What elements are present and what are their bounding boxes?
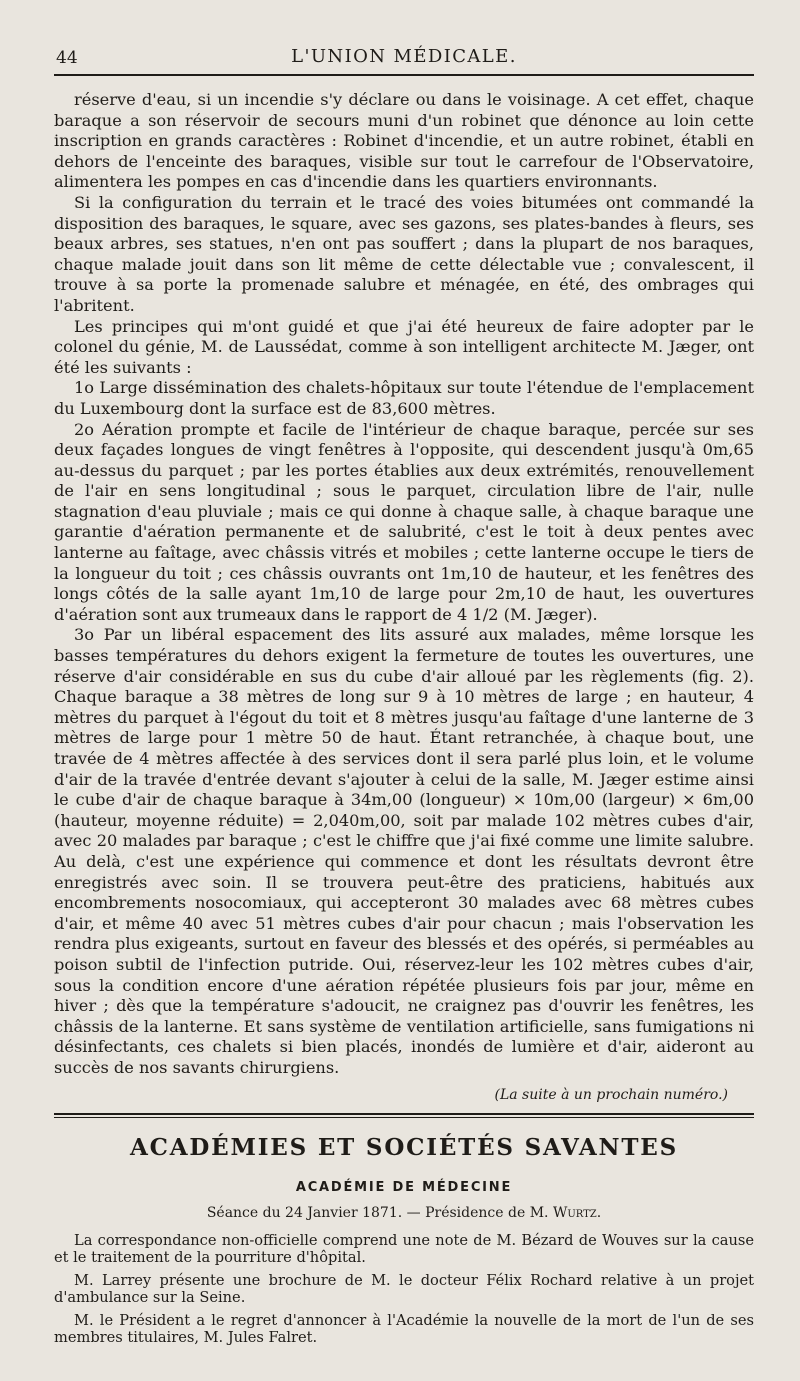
article-paragraph: réserve d'eau, si un incendie s'y déclare ou dans le voisinage. A cet effet, chaque baraque a son réservoir de secours muni d'un robinet que dénonce au loin cette inscription en grands caractères : Robinet d'incendie, et un autre robinet, établi en dehors de l'enceinte des baraques, visible sur tout le carrefour de l'Observatoire, alimentera les pompes en cas d'incendie dans les quartiers environnants. <box>54 90 754 192</box>
continued-note: (La suite à un prochain numéro.) <box>494 1086 728 1103</box>
minutes-paragraph: La correspondance non-officielle comprend une note de M. Bézard de Wouves sur la cause et le traitement de la pourriture d'hôpital. <box>54 1232 754 1267</box>
article-paragraph: 1o Large dissémination des chalets-hôpitaux sur toute l'étendue de l'emplacement du Luxembourg dont la surface est de 83,600 mètres. <box>54 378 754 418</box>
meeting-president: M. Wurtz. <box>529 1205 602 1222</box>
academies-section <box>54 1134 754 1347</box>
academy-title: ACADÉMIE DE MÉDECINE <box>295 1179 513 1195</box>
page-number: 44 <box>56 48 78 68</box>
minutes-paragraph: M. le Président a le regret d'annoncer à l'Académie la nouvelle de la mort de l'un de ses membres titulaires, M. Jules Falret. <box>54 1312 754 1347</box>
header-rule <box>54 74 754 76</box>
article-paragraph: Si la configuration du terrain et le tracé des voies bitumées ont commandé la disposition des baraques, le square, avec ses gazons, ses plates-bandes à fleurs, ses beaux arbres, ses statues, n'en ont pas souffert ; dans la plupart de nos baraques, chaque malade jouit dans son lit même de cette délectable vue ; convalescent, il trouve à sa porte la promenade salubre et ménagée, en été, des ombrages qui l'abritent. <box>54 192 754 315</box>
journal-title: L'UNION MÉDICALE. <box>291 46 517 67</box>
article-body <box>54 90 754 1103</box>
running-head <box>54 36 754 72</box>
minutes-paragraph: M. Larrey présente une brochure de M. le docteur Félix Rochard relative à un projet d'ambulance sur la Seine. <box>54 1272 754 1307</box>
meeting-minutes <box>54 1232 754 1346</box>
article-paragraph: Les principes qui m'ont guidé et que j'ai été heureux de faire adopter par le colonel du génie, M. de Laussédat, comme à son intelligent architecte M. Jæger, ont été les suivants : <box>54 316 754 377</box>
meeting-line <box>54 1205 754 1221</box>
article-paragraph: 3o Par un libéral espacement des lits assuré aux malades, même lorsque les basses températures du dehors exigent la fermeture de toutes les ouvertures, une réserve d'air considérable en sus du cube d'air alloué par les règlements (fig. 2). Chaque baraque a 38 mètres de long sur 9 à 10 mètres de large ; en hauteur, 4 mètres du parquet à l'égout du toit et 8 mètres jusqu'au faîtage d'une lanterne de 3 mètres de large pour 1 mètre 50 de haut. Étant retranchée, à chaque bout, une travée de 4 mètres affectée à des services dont il sera parlé plus loin, et le volume d'air de la travée d'entrée devant s'ajouter à celui de la salle, M. Jæger estime ainsi le cube d'air de chaque baraque à 34m,00 (longueur) × 10m,00 (largeur) × 6m,00 (hauteur, moyenne réduite) = 2,040m,00, soit par malade 102 mètres cubes d'air, avec 20 malades par baraque ; c'est le chiffre que j'ai fixé comme une limite salubre. Au delà, c'est une expérience qui commence et dont les résultats devront être enregistrés avec soin. Il se trouvera peut-être des praticiens, habitués aux encombrements nosocomiaux, qui accepteront 30 malades avec 68 mètres cubes d'air, et même 40 avec 51 mètres cubes d'air pour chacun ; mais l'observation les rendra plus exigeants, surtout en faveur des blessés et des opérés, si perméables au poison subtil de l'infection putride. Oui, réservez-leur les 102 mètres cubes d'air, sous la condition encore d'une aération répétée plusieurs fois par jour, même en hiver ; dès que la température s'adoucit, ne craignez pas d'ouvrir les fenêtres, les châssis de la lanterne. Et sans système de ventilation artificielle, sans fumigations ni désinfectants, ces chalets si bien placés, inondés de lumière et d'air, aideront au succès de nos savants chirurgiens. <box>54 625 754 1077</box>
meeting-date: Séance du 24 Janvier 1871. — Présidence de <box>206 1205 526 1222</box>
section-title: ACADÉMIES ET SOCIÉTÉS SAVANTES <box>130 1133 678 1161</box>
article-paragraph: 2o Aération prompte et facile de l'intérieur de chaque baraque, percée sur ses deux façades longues de vingt fenêtres à l'opposite, qui descendent jusqu'à 0m,65 au-dessus du parquet ; par les portes établies aux deux extrémités, renouvellement de l'air en sens longitudinal ; sous le parquet, circulation libre de l'air, nulle stagnation d'eau pluviale ; mais ce qui donne à chaque salle, à chaque baraque une garantie d'aération permanente et de salubrité, c'est le toit à deux pentes avec lanterne au faîtage, avec châssis vitrés et mobiles ; cette lanterne occupe le tiers de la longueur du toit ; ces châssis ouvrants ont 1m,10 de hauteur, et les fenêtres des longs côtés de la salle ayant 1m,10 de large pour 2m,10 de haut, les ouvertures d'aération sont aux trumeaux dans le rapport de 4 1/2 (M. Jæger). <box>54 419 754 624</box>
section-rule <box>54 1113 754 1118</box>
